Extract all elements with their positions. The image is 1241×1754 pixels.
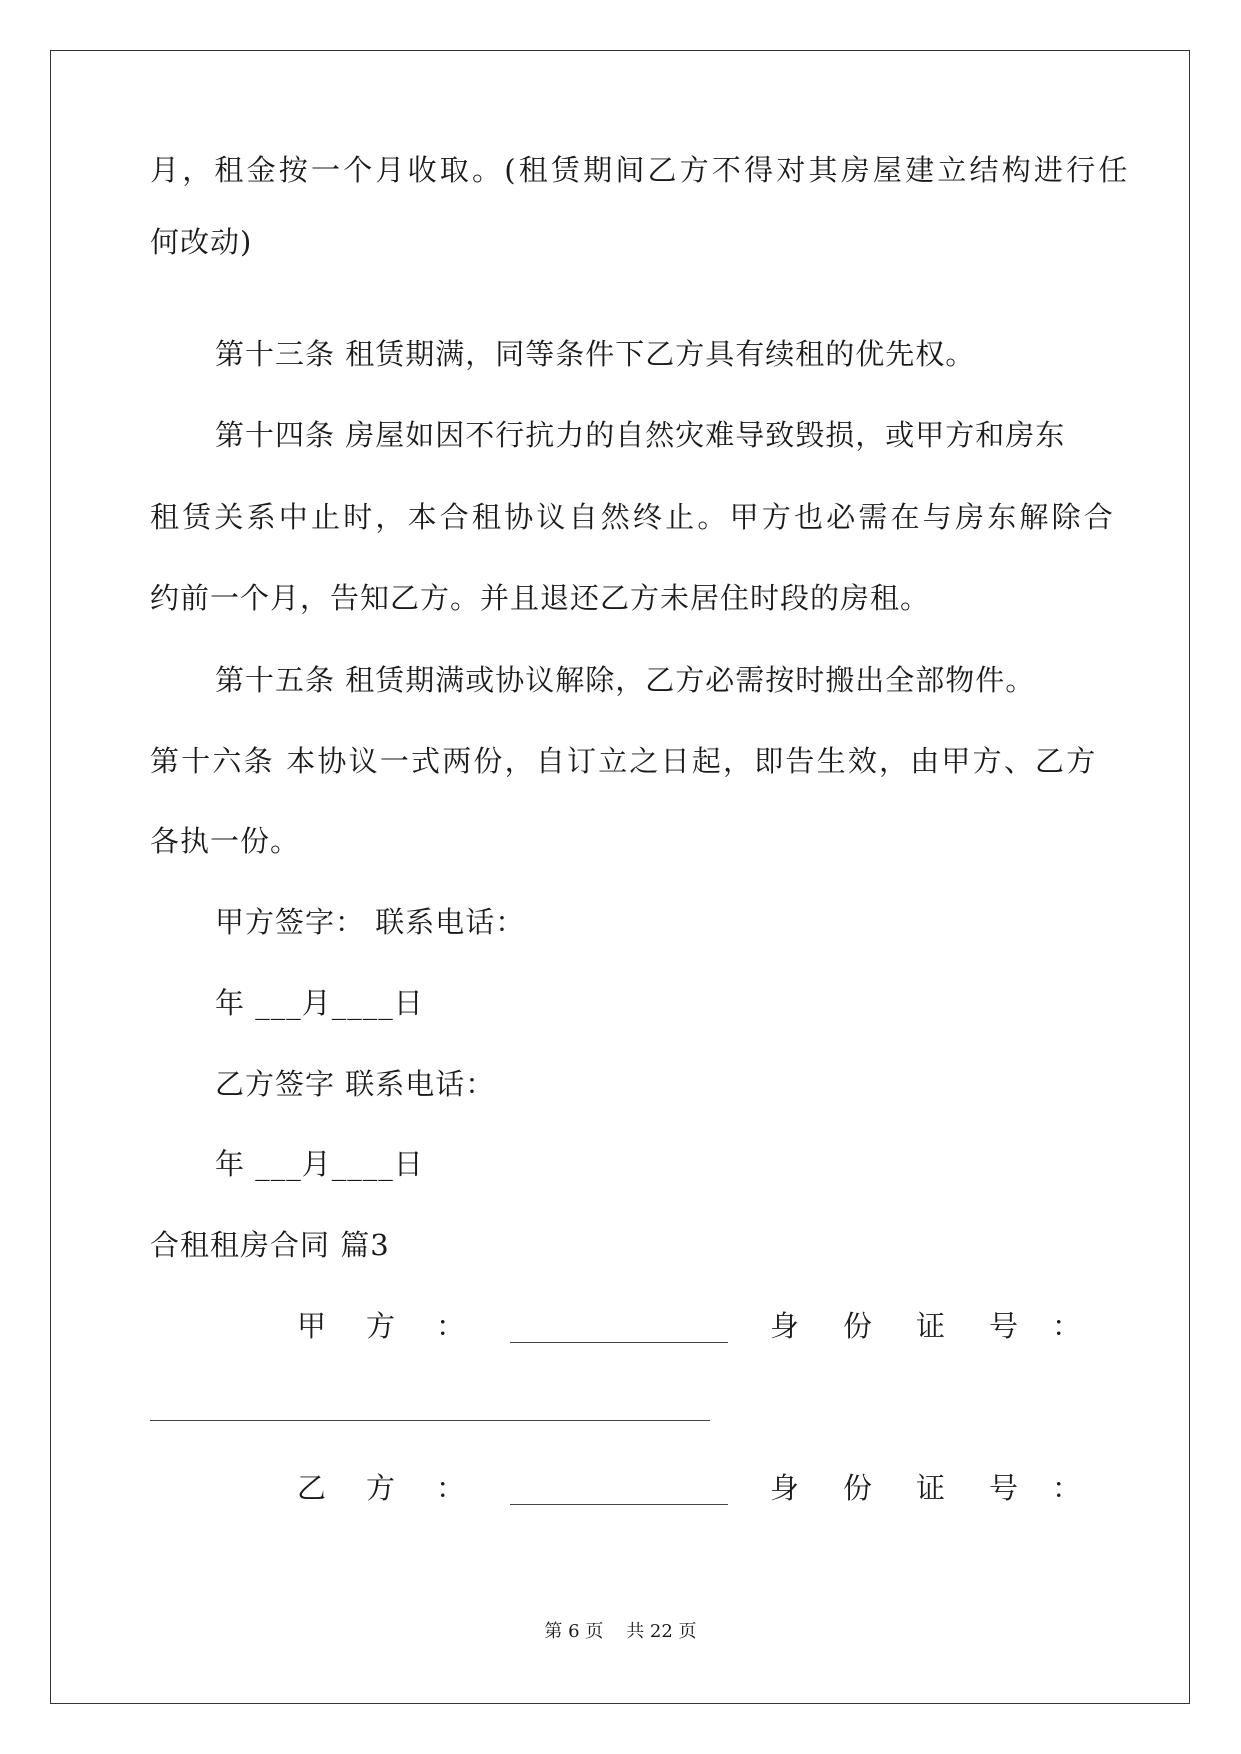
id-label-char: 证 <box>916 1309 946 1343</box>
party-a-name-blank-text <box>510 1316 629 1336</box>
party-a-date: 年 ___月____日 <box>215 986 424 1020</box>
id-label-char: 号 <box>989 1471 1019 1505</box>
colon: ： <box>1052 1471 1082 1505</box>
clause-15: 第十五条 租赁期满或协议解除，乙方必需按时搬出全部物件。 <box>215 663 1036 697</box>
clause-16: 第十六条 本协议一式两份，自订立之日起，即告生效，由甲方、乙方 <box>150 744 1098 778</box>
id-label-char: 号 <box>989 1309 1019 1343</box>
party-a-label-char: 方 <box>366 1309 396 1343</box>
paragraph-line: 何改动) <box>150 225 253 259</box>
id-label-char: 份 <box>843 1471 873 1505</box>
party-a-signature: 甲方签字： 联系电话： <box>215 905 526 939</box>
clause-13: 第十三条 租赁期满，同等条件下乙方具有续租的优先权。 <box>215 337 976 371</box>
section-heading: 合租租房合同 篇3 <box>150 1228 390 1262</box>
party-a-id-blank-text <box>150 1400 436 1413</box>
paragraph-line: 约前一个月，告知乙方。并且退还乙方未居住时段的房租。 <box>150 581 931 615</box>
paragraph-line: 各执一份。 <box>150 824 301 858</box>
clause-14: 第十四条 房屋如因不行抗力的自然灾难导致毁损，或甲方和房东 <box>215 418 1066 452</box>
id-label-char: 身 <box>770 1309 800 1343</box>
party-b-name-blank-text <box>510 1478 629 1498</box>
id-label-char: 证 <box>916 1471 946 1505</box>
page-footer: 第 6 页 共 22 页 <box>544 1621 697 1642</box>
colon: ： <box>1052 1309 1082 1343</box>
party-b-label-char: 乙 <box>297 1471 327 1505</box>
party-a-label-char: 甲 <box>297 1309 327 1343</box>
paragraph-line: 租赁关系中止时，本合租协议自然终止。甲方也必需在与房东解除合 <box>150 500 1117 534</box>
party-b-name-blank <box>510 1504 728 1505</box>
colon: ： <box>436 1309 466 1343</box>
party-b-label-char: 方 <box>366 1471 396 1505</box>
party-b-signature: 乙方签字 联系电话： <box>215 1067 496 1101</box>
page-border <box>50 50 1190 1704</box>
id-label-char: 身 <box>770 1471 800 1505</box>
party-a-name-blank <box>510 1342 728 1343</box>
colon: ： <box>436 1471 466 1505</box>
party-b-date: 年 ___月____日 <box>215 1147 424 1181</box>
paragraph-line: 月，租金按一个月收取。(租赁期间乙方不得对其房屋建立结构进行任 <box>150 153 1131 187</box>
party-a-id-blank <box>150 1420 710 1421</box>
id-label-char: 份 <box>843 1309 873 1343</box>
